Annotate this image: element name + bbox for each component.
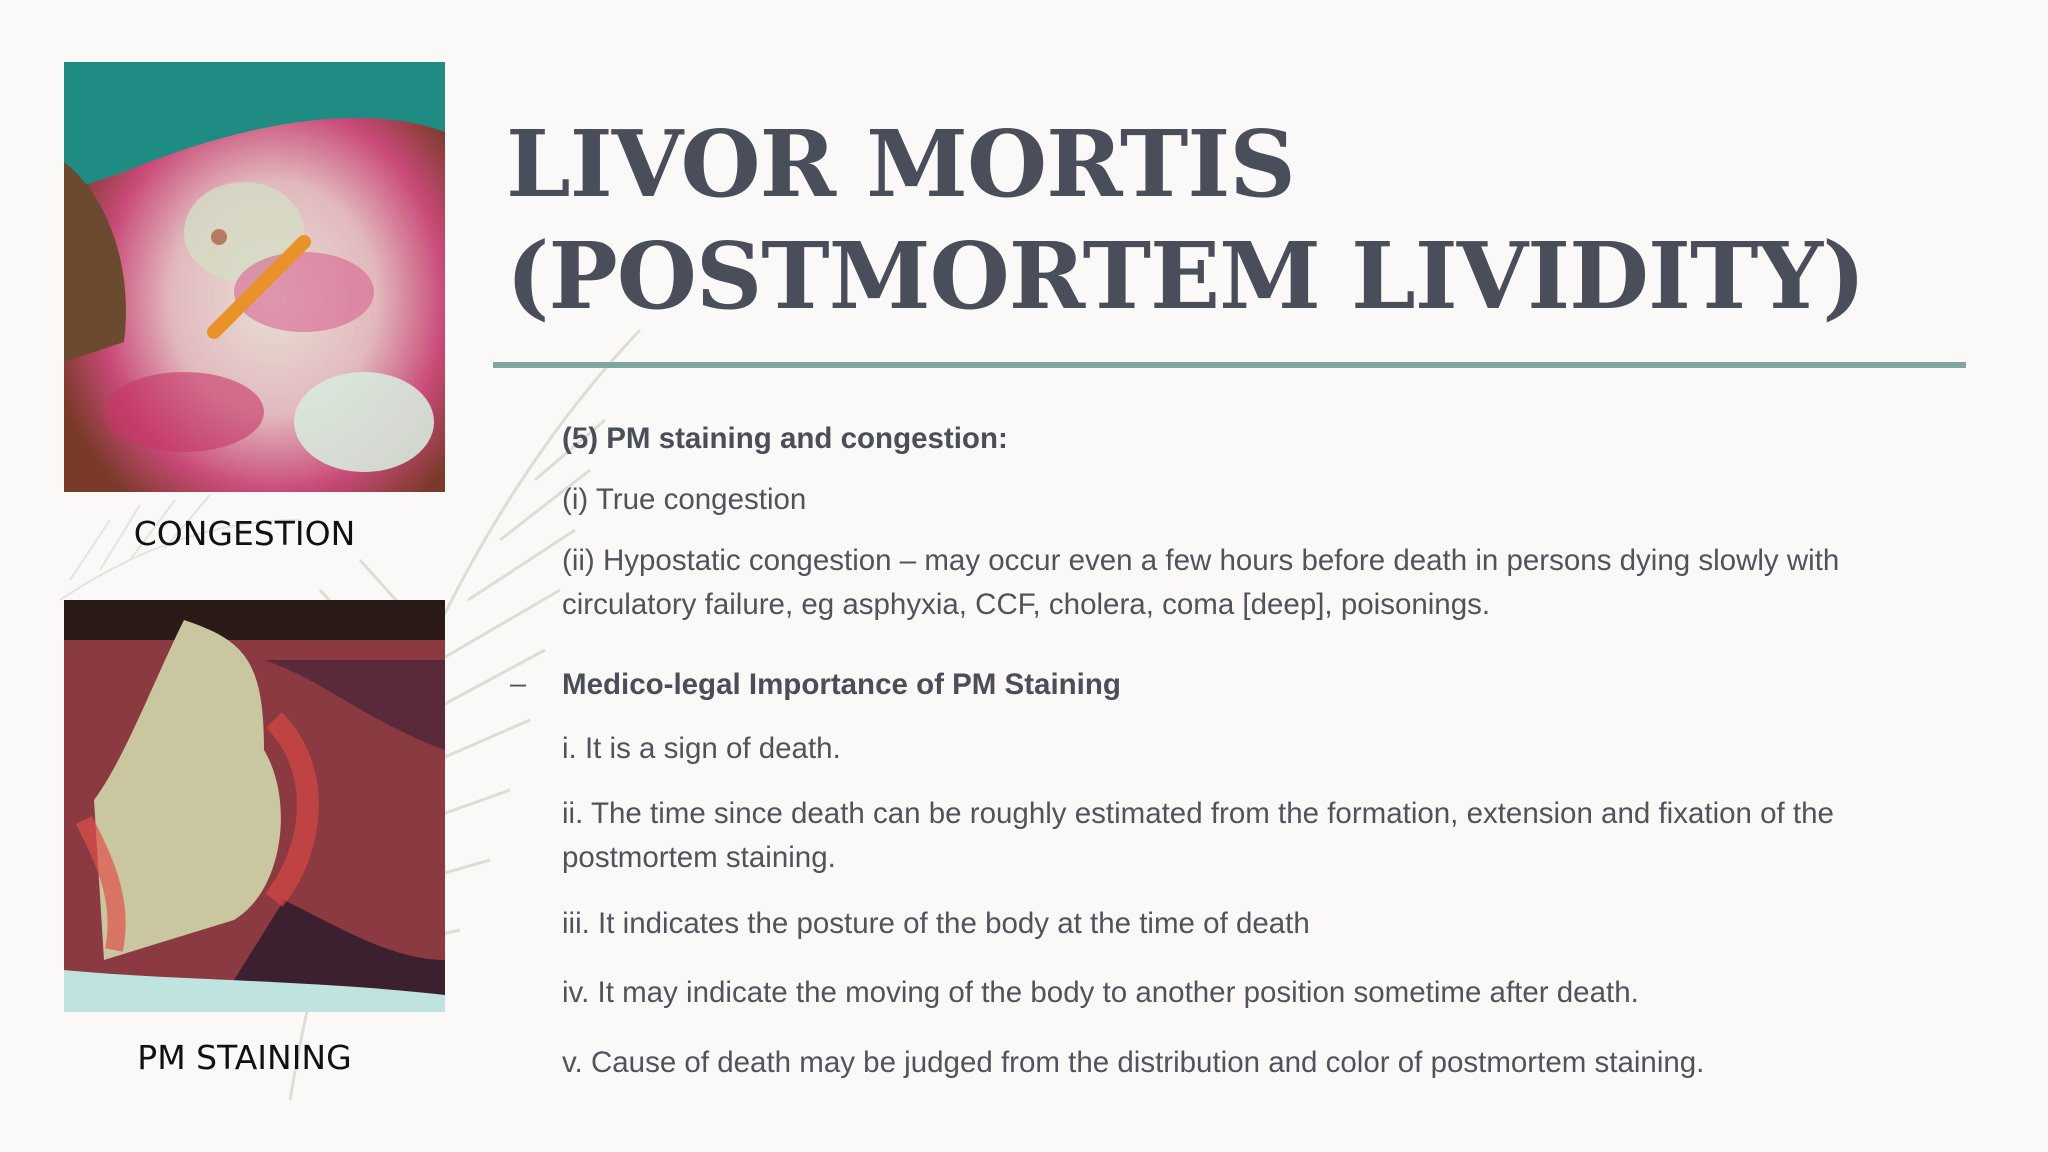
pm-staining-caption: PM STAINING: [137, 1038, 352, 1077]
point-4: iv. It may indicate the moving of the body to another position sometime after death.: [562, 976, 1639, 1009]
point-1: i. It is a sign of death.: [562, 732, 841, 765]
pm-staining-photo: [64, 600, 445, 1012]
title-line-2: (POSTMORTEM LIVIDITY): [506, 222, 1865, 330]
point-3: iii. It indicates the posture of the body at the time of death: [562, 907, 1310, 940]
title-line-1: LIVOR MORTIS: [506, 110, 1295, 218]
list-item-hypostatic-congestion: (ii) Hypostatic congestion – may occur even a few hours before death in persons dying slowly with circulatory failure, eg asphyxia, CCF, cholera, coma [deep], poisonings.: [562, 544, 1840, 621]
pm-staining-image: [64, 600, 445, 1012]
slide-title: [506, 108, 2006, 332]
section-heading-medico-legal: Medico-legal Importance of PM Staining: [562, 668, 1121, 701]
list-item-true-congestion: (i) True congestion: [562, 483, 807, 516]
bullet-dash: –: [510, 668, 527, 700]
section-heading-staining-congestion: (5) PM staining and congestion:: [562, 422, 1008, 455]
point-5: v. Cause of death may be judged from the distribution and color of postmortem staining.: [562, 1046, 1705, 1079]
title-divider: [493, 362, 1966, 368]
point-2: ii. The time since death can be roughly estimated from the formation, extension and fixation of the postmortem staining.: [562, 797, 1834, 874]
congestion-caption: CONGESTION: [133, 514, 356, 553]
congestion-image: [64, 62, 445, 492]
congestion-photo: [64, 62, 445, 492]
